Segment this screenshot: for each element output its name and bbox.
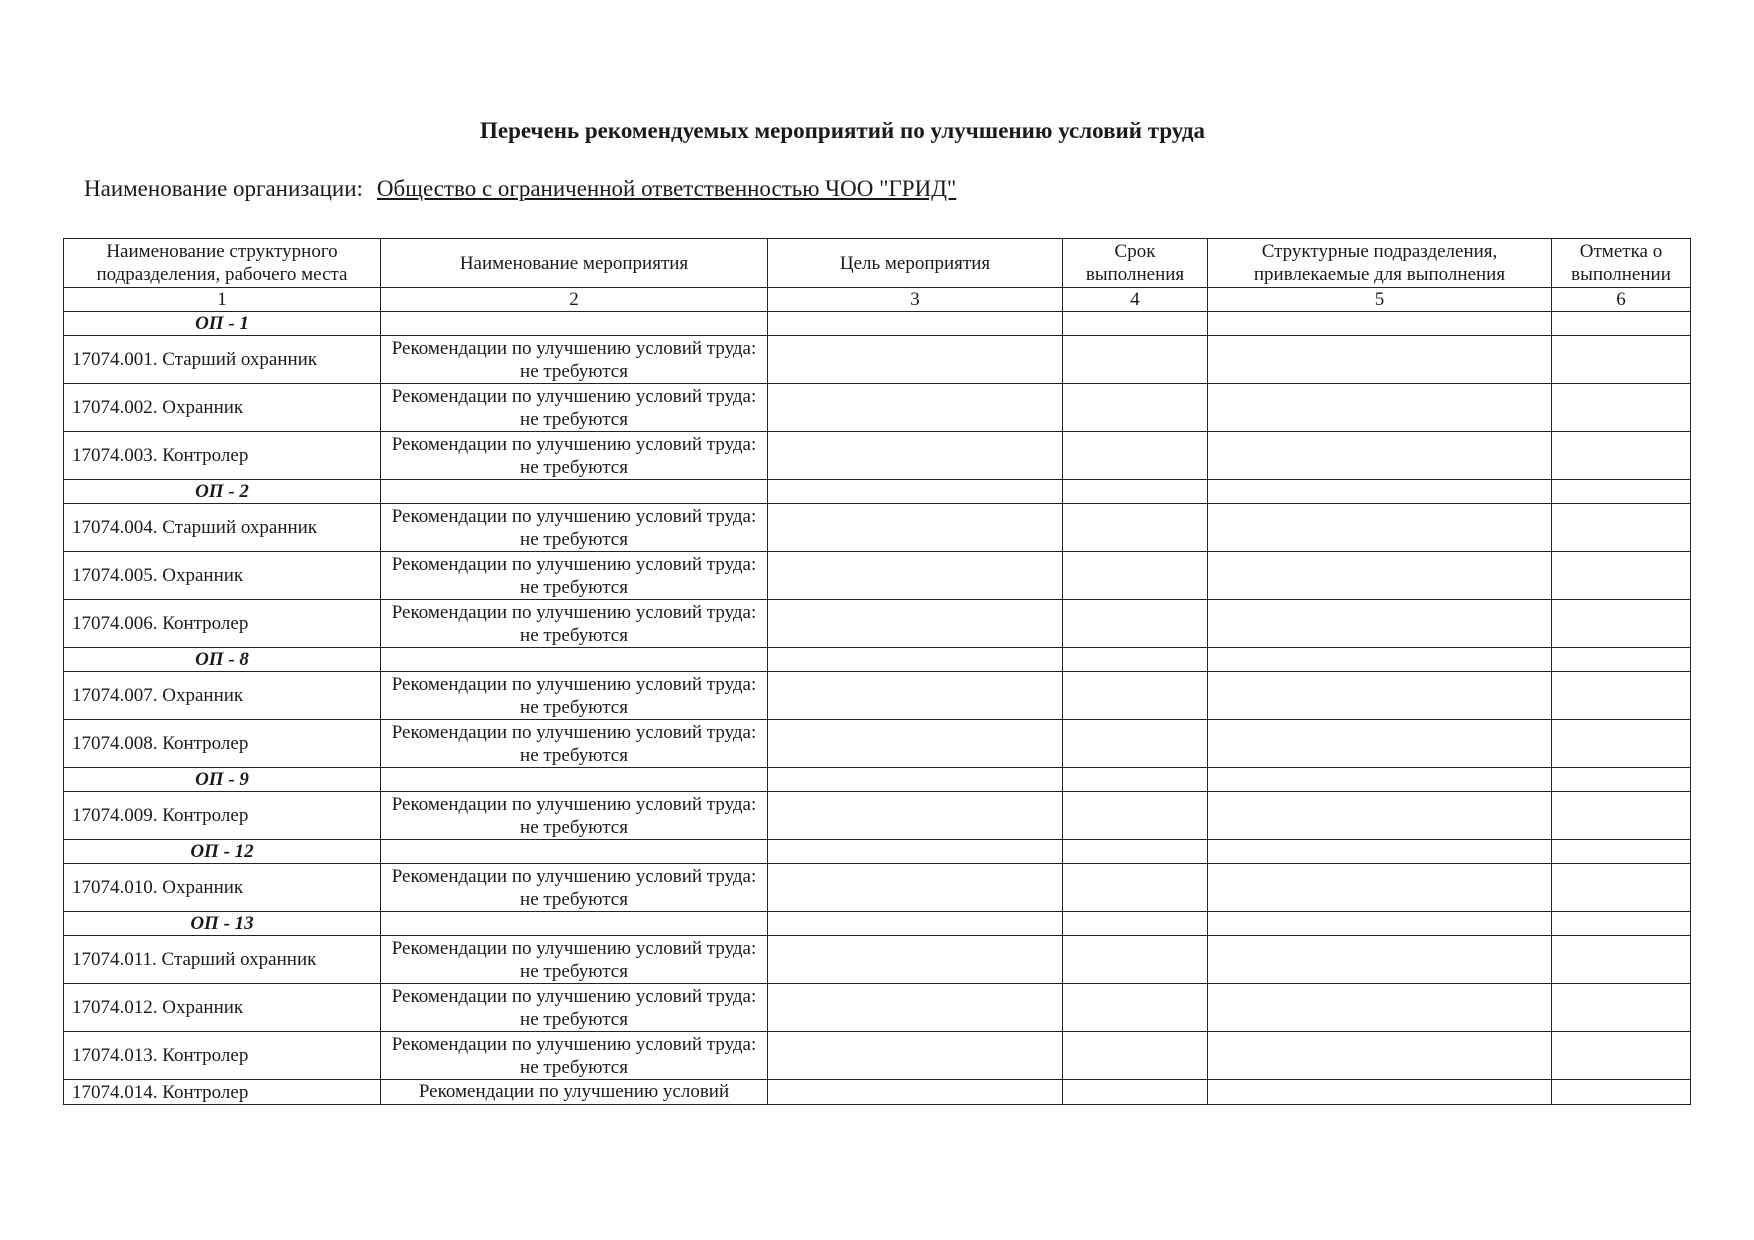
measure-name: Рекомендации по улучшению условий труда: не требуются — [381, 720, 768, 768]
workplace-name: 17074.013. Контролер — [64, 1032, 381, 1080]
table-row — [64, 336, 1691, 384]
table-row — [64, 984, 1691, 1032]
group-row — [64, 648, 1691, 672]
header-row — [64, 239, 1691, 288]
column-number: 6 — [1552, 288, 1691, 312]
measures-table — [63, 238, 1691, 1105]
table-row — [64, 1080, 1691, 1105]
group-name: ОП - 2 — [64, 480, 381, 504]
group-name: ОП - 13 — [64, 912, 381, 936]
organization-name: Общество с ограниченной ответственностью ЧОО "ГРИД" — [376, 176, 957, 201]
group-row — [64, 840, 1691, 864]
header-departments: Структурные подразделения, привлекаемые для выполнения — [1208, 239, 1552, 288]
group-row — [64, 912, 1691, 936]
measure-name: Рекомендации по улучшению условий труда: не требуются — [381, 504, 768, 552]
column-number: 1 — [64, 288, 381, 312]
table-row — [64, 864, 1691, 912]
group-name: ОП - 1 — [64, 312, 381, 336]
group-name: ОП - 12 — [64, 840, 381, 864]
header-goal: Цель мероприятия — [768, 239, 1063, 288]
column-number: 2 — [381, 288, 768, 312]
column-number: 5 — [1208, 288, 1552, 312]
workplace-name: 17074.011. Старший охранник — [64, 936, 381, 984]
page-title: Перечень рекомендуемых мероприятий по улучшению условий труда — [480, 118, 1205, 143]
organization-line — [84, 176, 970, 202]
table-row — [64, 936, 1691, 984]
header-deadline: Срок выполнения — [1063, 239, 1208, 288]
column-number: 4 — [1063, 288, 1208, 312]
measure-name: Рекомендации по улучшению условий труда: не требуются — [381, 336, 768, 384]
organization-label: Наименование организации: — [84, 176, 363, 201]
table-row — [64, 720, 1691, 768]
measure-name: Рекомендации по улучшению условий труда: не требуются — [381, 552, 768, 600]
measure-name: Рекомендации по улучшению условий труда: не требуются — [381, 384, 768, 432]
table-row — [64, 792, 1691, 840]
group-row — [64, 480, 1691, 504]
table-row — [64, 672, 1691, 720]
table-row — [64, 384, 1691, 432]
column-number-row — [64, 288, 1691, 312]
table-row — [64, 1032, 1691, 1080]
workplace-name: 17074.007. Охранник — [64, 672, 381, 720]
workplace-name: 17074.012. Охранник — [64, 984, 381, 1032]
header-completion-mark: Отметка о выполнении — [1552, 239, 1691, 288]
measure-name: Рекомендации по улучшению условий труда: не требуются — [381, 792, 768, 840]
workplace-name: 17074.003. Контролер — [64, 432, 381, 480]
measure-name: Рекомендации по улучшению условий труда: не требуются — [381, 600, 768, 648]
workplace-name: 17074.006. Контролер — [64, 600, 381, 648]
workplace-name: 17074.010. Охранник — [64, 864, 381, 912]
measure-name: Рекомендации по улучшению условий труда: не требуются — [381, 432, 768, 480]
measure-name: Рекомендации по улучшению условий труда: не требуются — [381, 984, 768, 1032]
table-row — [64, 600, 1691, 648]
workplace-name: 17074.009. Контролер — [64, 792, 381, 840]
table-row — [64, 432, 1691, 480]
column-number: 3 — [768, 288, 1063, 312]
header-measure: Наименование мероприятия — [381, 239, 768, 288]
table-row — [64, 552, 1691, 600]
group-name: ОП - 9 — [64, 768, 381, 792]
measure-name: Рекомендации по улучшению условий — [381, 1080, 768, 1105]
measure-name: Рекомендации по улучшению условий труда: не требуются — [381, 864, 768, 912]
workplace-name: 17074.014. Контролер — [64, 1080, 381, 1105]
measure-name: Рекомендации по улучшению условий труда: не требуются — [381, 936, 768, 984]
group-name: ОП - 8 — [64, 648, 381, 672]
workplace-name: 17074.001. Старший охранник — [64, 336, 381, 384]
workplace-name: 17074.008. Контролер — [64, 720, 381, 768]
group-row — [64, 768, 1691, 792]
header-place: Наименование структурного подразделения, рабочего места — [64, 239, 381, 288]
workplace-name: 17074.005. Охранник — [64, 552, 381, 600]
table-row — [64, 504, 1691, 552]
workplace-name: 17074.002. Охранник — [64, 384, 381, 432]
group-row — [64, 312, 1691, 336]
measure-name: Рекомендации по улучшению условий труда: не требуются — [381, 672, 768, 720]
workplace-name: 17074.004. Старший охранник — [64, 504, 381, 552]
measure-name: Рекомендации по улучшению условий труда: не требуются — [381, 1032, 768, 1080]
